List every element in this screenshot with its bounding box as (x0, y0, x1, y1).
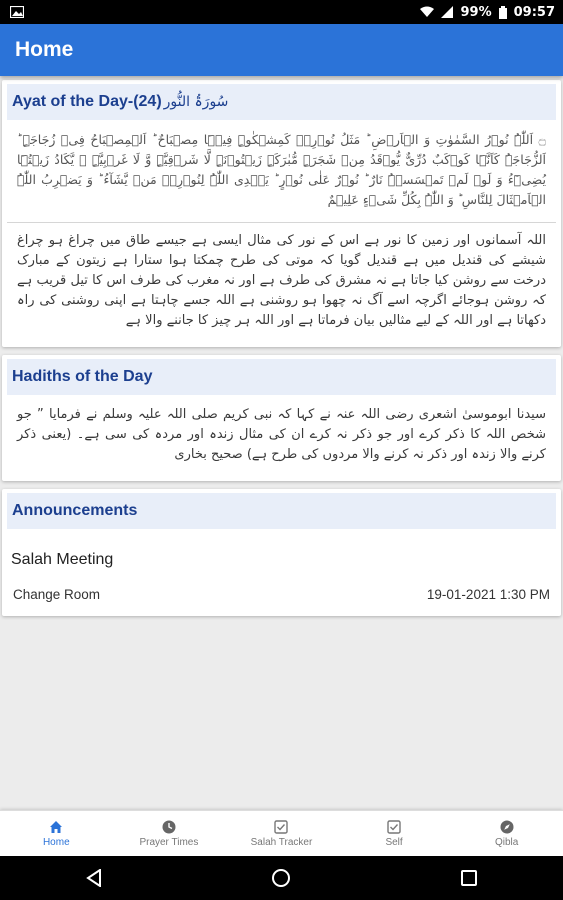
status-left (10, 6, 24, 18)
battery-percent: 99% (460, 4, 492, 20)
system-nav-bar (0, 856, 563, 900)
checkbox-icon (274, 820, 288, 834)
clock-icon (162, 820, 176, 834)
divider (7, 222, 556, 223)
main-content[interactable] (0, 76, 563, 810)
signal-icon (441, 6, 453, 18)
announcement-item[interactable] (7, 529, 556, 606)
back-button[interactable] (83, 867, 105, 889)
surah-name: سُورَۃُ النُّور (163, 94, 229, 110)
home-circle-icon (271, 868, 291, 888)
announcement-meta (7, 569, 556, 606)
nav-item-home[interactable] (0, 811, 113, 856)
nav-item-salah-tracker[interactable] (225, 811, 338, 856)
status-bar (0, 0, 563, 24)
ayat-urdu-translation: اللہ آسمانوں اور زمین کا نور ہے اس کے نور کی مثال ایسی ہے جیسے طاق میں چراغ ہو چراغ شیشے کی قندیل میں ہے قندیل گویا کہ موتی کی طرح چمکتا ہوا ستارا ہے زیتون کے مبارک درخت سے روشن کیا جاتا ہے نہ مشرق کی طرف ہے اور نہ مغرب کی طرف اس کا تیل قریب ہے کہ روشن ہوجائے اگرچہ اسے آگ نہ چھوا ہو روشنی ہے اللہ جسے چاہتا ہے اپنی روشنی کی راہ دکھاتا ہے اور اللہ کے لیے مثالیں بیان فرماتا ہے اور اللہ ہر چیز کا جاننے والا ہے (17, 233, 546, 328)
nav-label-self: Self (385, 836, 403, 848)
hadith-card-header (7, 359, 556, 395)
announcements-card-title: Announcements (12, 502, 138, 519)
home-icon (49, 820, 63, 834)
bottom-nav (0, 810, 563, 856)
nav-label-home: Home (42, 836, 70, 848)
hadith-card (2, 355, 561, 481)
announcements-card (2, 489, 561, 616)
app-bar (0, 24, 563, 76)
clock-time: 09:57 (513, 4, 555, 20)
nav-item-prayer-times[interactable] (113, 811, 226, 856)
hadith-card-title: Hadiths of the Day (12, 368, 153, 385)
status-right (420, 5, 555, 20)
nav-label-qibla: Qibla (494, 836, 519, 848)
home-circle-button[interactable] (270, 867, 292, 889)
ayat-card-title: Ayat of the Day-(24) (12, 93, 162, 110)
back-triangle-icon (86, 869, 102, 887)
compass-icon (500, 820, 514, 834)
announcements-card-header (7, 493, 556, 529)
battery-icon (499, 6, 507, 19)
nav-label-salah-tracker: Salah Tracker (250, 836, 313, 848)
hadith-text: سیدنا ابوموسیٰ اشعری رضی اللہ عنہ نے کہا کہ نبی کریم صلی اللہ علیہ وسلم نے فرمایا ” جو شخص اللہ کا ذکر کرے اور جو ذکر نہ کرے ان کی مثال زندہ اور مردہ کی سی ہے۔ (یعنی ذکر کرنے والا زندہ اور ذکر نہ کرنے والا مردوں کی طرح ہے) صحیح بخاری (17, 407, 546, 462)
ayat-card (2, 80, 561, 347)
ayat-arabic-text: ۝ اَللّٰہُ نُوۡرُ السَّمٰوٰتِ وَ الۡاَرۡضِ ؕ مَثَلُ نُوۡرِہٖ کَمِشۡکٰوۃٍ فِیۡہَا مِصۡبَاحٌ ؕ اَلۡمِصۡبَاحُ فِیۡ زُجَاجَۃٍ ؕ اَلزُّجَاجَۃُ کَاَنَّہَا کَوۡکَبٌ دُرِّیٌّ یُّوۡقَدُ مِنۡ شَجَرَۃٍ مُّبٰرَکَۃٍ زَیۡتُوۡنَۃٍ لَّا شَرۡقِیَّۃٍ وَّ لَا غَرۡبِیَّۃٍ ۙ یَّکَادُ زَیۡتُہَا یُضِیۡٓءُ وَ لَوۡ لَمۡ تَمۡسَسۡہُ نَارٌ ؕ نُوۡرٌ عَلٰی نُوۡرٍ ؕ یَہۡدِی اللّٰہُ لِنُوۡرِہٖ مَنۡ یَّشَآءُ ؕ وَ یَضۡرِبُ اللّٰہُ الۡاَمۡثَالَ لِلنَّاسِ ؕ وَ اللّٰہُ بِکُلِّ شَیۡءٍ عَلِیۡمٌ (17, 132, 546, 207)
image-icon (10, 6, 24, 18)
announcement-subtitle: Change Room (13, 587, 101, 602)
page-title: Home (15, 38, 74, 61)
announcement-datetime: 19-01-2021 1:30 PM (426, 587, 550, 602)
recents-button[interactable] (458, 867, 480, 889)
nav-label-prayer-times: Prayer Times (139, 836, 199, 848)
nav-item-qibla[interactable] (450, 811, 563, 856)
announcement-title: Salah Meeting (11, 551, 114, 568)
wifi-icon (420, 6, 434, 18)
recents-square-icon (461, 870, 477, 886)
ayat-card-header (7, 84, 556, 120)
nav-item-self[interactable] (338, 811, 451, 856)
checkbox-icon (387, 820, 401, 834)
